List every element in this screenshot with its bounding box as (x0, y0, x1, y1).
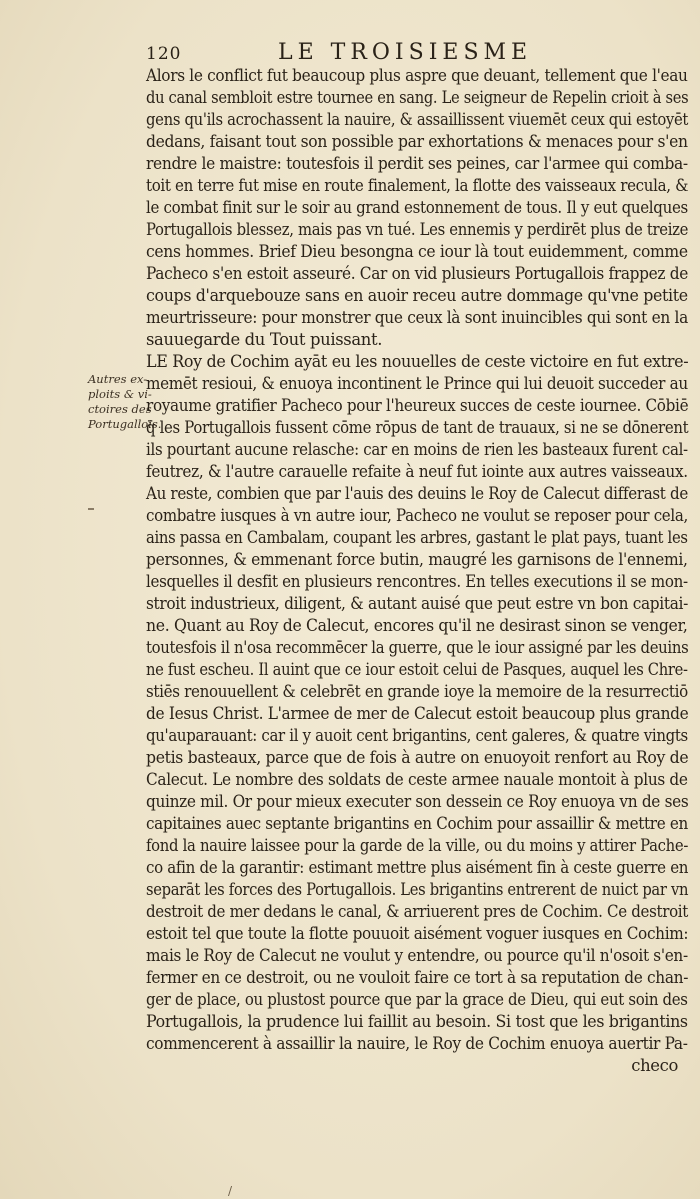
text-line: mais le Roy de Calecut ne voulut y entendre, ou pource qu'il n'osoit s'en- (146, 946, 688, 965)
text-line: commencerent à assaillir la nauire, le Roy de Cochim enuoya auertir Pa- (146, 1034, 688, 1053)
text-line: ger de place, ou plustost pource que par la grace de Dieu, qui eut soin des (146, 990, 688, 1009)
margin-note-line: ploits & vi- (88, 387, 152, 401)
text-line: meurtrisseure: pour monstrer que ceux là sont inuincibles qui sont en la (146, 308, 688, 327)
bottom-mark: / (228, 1184, 233, 1198)
text-line: estoit tel que toute la flotte pouuoit aisément voguer iusques en Cochim: (146, 924, 689, 943)
text-line: co afin de la garantir: estimant mettre plus aisément fin à ceste guerre en (146, 858, 689, 877)
text-line: Au reste, combien que par l'auis des deuins le Roy de Calecut differast de (146, 484, 688, 503)
text-line: dedans, faisant tout son possible par exhortations & menaces pour s'en (146, 132, 688, 151)
text-line: q̄ les Portugallois fussent cōme rōpus de tant de trauaux, si ne se dōnerent (146, 418, 689, 437)
text-line: personnes, & emmenant force butin, maugré les garnisons de l'ennemi, (146, 550, 688, 569)
margin-note (88, 372, 162, 432)
margin-note-line: Portugallois. (88, 417, 162, 431)
text-line: lesquelles il desfit en plusieurs rencontres. En telles executions il se mon- (146, 572, 688, 591)
text-line: fermer en ce destroit, ou ne vouloit faire ce tort à sa reputation de chan- (146, 968, 689, 987)
text-line: ne. Quant au Roy de Calecut, encores qu'il ne desirast sinon se venger, (146, 616, 688, 635)
text-line: sauuegarde du Tout puissant. (146, 330, 383, 349)
text-line: Portugallois blessez, mais pas vn tué. Les ennemis y perdirēt plus de treize (146, 220, 689, 239)
text-line: le combat finit sur le soir au grand estonnement de tous. Il y eut quelques (146, 198, 688, 217)
text-line: qu'auparauant: car il y auoit cent brigantins, cent galeres, & quatre vingts (146, 726, 688, 745)
text-line: rendre le maistre: toutesfois il perdit ses peines, car l'armee qui comba- (146, 154, 688, 173)
text-line: stroit industrieux, diligent, & autant auisé que peut estre vn bon capitai- (146, 594, 688, 613)
margin-note-line: Autres ex- (88, 372, 148, 386)
text-line: toit en terre fut mise en route finalement, la flotte des vaisseaux recula, & (146, 176, 689, 195)
text-line: LE Roy de Cochim ayāt eu les nouuelles de ceste victoire en fut extre- (146, 352, 689, 371)
text-line: feutrez, & l'autre carauelle refaite à neuf fut iointe aux autres vaisseaux. (146, 462, 688, 481)
text-line: royaume gratifier Pacheco pour l'heureux succes de ceste iournee. Cōbiē (146, 396, 689, 415)
text-line: cens hommes. Brief Dieu besongna ce iour là tout euidemment, comme (146, 242, 688, 261)
text-line: de Iesus Christ. L'armee de mer de Calecut estoit beaucoup plus grande (146, 704, 689, 723)
text-line: separāt les forces des Portugallois. Les brigantins entrerent de nuict par vn (146, 880, 689, 899)
text-line: Calecut. Le nombre des soldats de ceste armee nauale montoit à plus de (146, 770, 688, 789)
text-line: combatre iusques à vn autre iour, Pacheco ne voulut se reposer pour cela, (146, 506, 688, 525)
running-head: LE TROISIESME (278, 40, 533, 65)
text-line: stiēs renouuellent & celebrēt en grande ioye la memoire de la resurrectiō (146, 682, 688, 701)
text-line: ils pourtant aucune relasche: car en moins de rien les basteaux furent cal- (146, 440, 688, 459)
text-line: coups d'arquebouze sans en auoir receu autre dommage qu'vne petite (146, 286, 688, 305)
text-line: Pacheco s'en estoit asseuré. Car on vid plusieurs Portugallois frappez de (146, 264, 688, 283)
text-line: Alors le conflict fut beaucoup plus aspre que deuant, tellement que l'eau (146, 66, 688, 85)
margin-note-line: ctoires des (88, 402, 152, 416)
text-line: capitaines auec septante brigantins en Cochim pour assaillir & mettre en (146, 814, 688, 833)
text-line: ne fust escheu. Il auint que ce iour estoit celui de Pasques, auquel les Chre- (146, 660, 688, 679)
text-line: ains passa en Cambalam, coupant les arbres, gastant le plat pays, tuant les (146, 528, 688, 547)
text-line: quinze mil. Or pour mieux executer son dessein ce Roy enuoya vn de ses (146, 792, 689, 811)
text-line: Portugallois, la prudence lui faillit au besoin. Si tost que les brigantins (146, 1012, 688, 1031)
text-line: destroit de mer dedans le canal, & arriuerent pres de Cochim. Ce destroit (146, 902, 689, 921)
text-line: gens qu'ils acrochassent la nauire, & assaillissent viuemēt ceux qui estoyēt (146, 110, 689, 129)
text-line: toutesfois il n'osa recommēcer la guerre, que le iour assigné par les deuins (146, 638, 689, 657)
text-line: memēt resioui, & enuoya incontinent le Prince qui lui deuoit succeder au (146, 374, 688, 393)
catchword: checo (631, 1056, 678, 1075)
page-number: 120 (146, 44, 182, 64)
text-line: fond la nauire laissee pour la garde de la ville, ou du moins y attirer Pache- (146, 836, 689, 855)
text-line: petis basteaux, parce que de fois à autre on enuoyoit renfort au Roy de (146, 748, 689, 767)
body-text (146, 65, 688, 1077)
text-line: du canal sembloit estre tournee en sang. Le seigneur de Repelin crioit à ses (146, 88, 689, 107)
margin-mark (88, 508, 94, 510)
